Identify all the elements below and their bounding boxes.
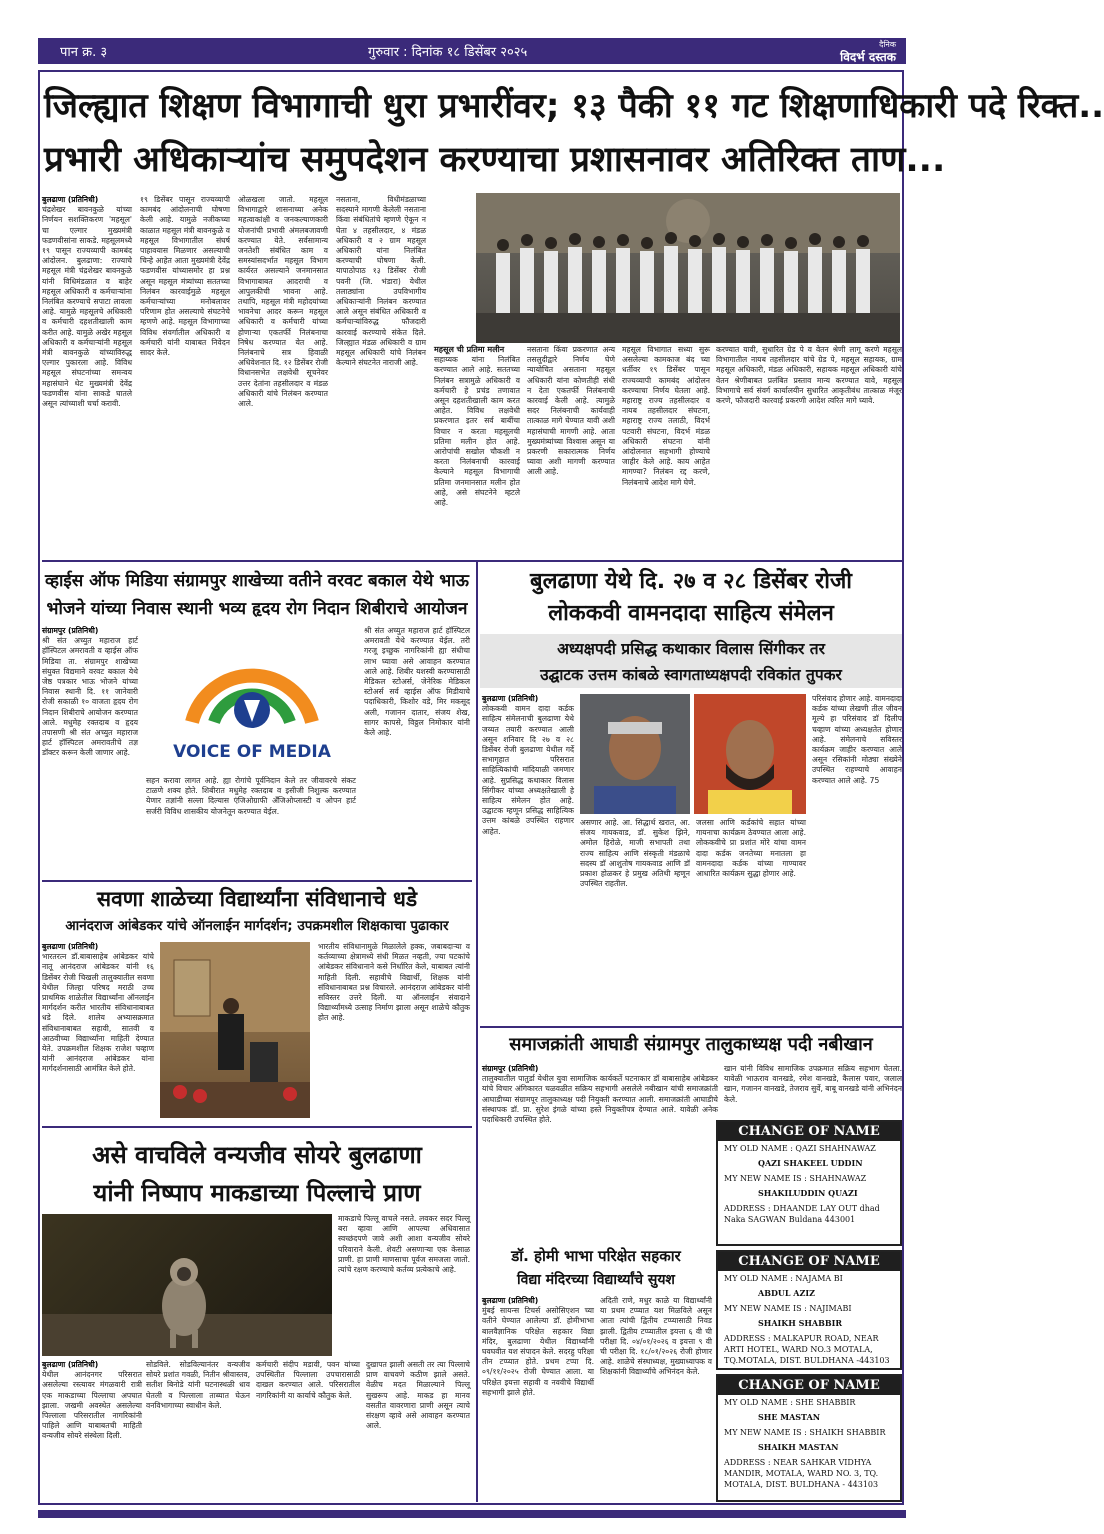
vanyajiv-col-2: सोडविले. सोडविल्यानंतर वन्यजीव सोयरे प्रशांत गवळी, नितीन श्रीवास्तव, सतीश बिनोडे यांनी घटनास्थळी धाव घेतली व पिल्लाला ताब्यात घेऊन वनविभागाच्या स्वाधीन केले. — [146, 1360, 250, 1410]
notice-title: CHANGE OF NAME — [718, 1122, 900, 1141]
lead-headline-1: जिल्ह्यात शिक्षण विभागाची धुरा प्रभारींवर; १३ पैकी ११ गट शिक्षणाधिकारी पदे रिक्त.. — [44, 86, 1104, 126]
sammelan-byline: बुलढाणा (प्रतिनिधी) — [482, 694, 539, 703]
samvidhan-col-1-text: भारतरत्न डॉ.बाबासाहेब आंबेडकर यांचे नातू आनंदराज आंबेडकर यांनी १६ डिसेंबर रोजी चिखली तालुक्यातील सवणा येथील जिल्हा परिषद मराठी उच्च प्राथमिक शाळेतील विद्यार्थ्यांना ऑनलाईन मार्गदर्शन करीत भारतीय संविधानाबाबत धडे दिले. शालेय अभ्यासक्रमात संविधानाबाबत सहावी, सातवी व आठवीच्या विद्यार्थ्यांना माहिती देण्यात येते. उपक्रमशील शिक्षक राजेश चव्हाण यांनी आनंदराज आंबेडकर यांना मार्गदर्शनासाठी आमंत्रित केले होते. — [42, 952, 154, 1074]
lead-col-6: नसताना किंवा प्रकरणात अन्य तसलुदीद्वारे निर्णय घेणे न्यायोचित असताना महसूल अधिकारी यांना कोणतीही संधी न देता एकतर्फी निलंबनाची कारवाई केली आहे. त्यामुळे सदर निलंबनाची कार्यवाही तात्काळ मागे घेण्यात यावी अशी महासंघाची मागणी आहे. आता मुख्यमंत्र्यांच्या विश्वास असून या प्रकरणी सकारात्मक निर्णय घ्यावा अशी मागणी करण्यात आली आहे. — [527, 345, 615, 477]
vom-col-1 — [42, 626, 138, 876]
portrait-ravikant-tupkar — [694, 694, 806, 814]
sammelan-col-2: असणार आहे. आ. सिद्धार्थ खरात, आ. संजय गायकवाड, डॉ. सुकेश झिने, अमोल हिरोळे, माजी सभापती तथा राज्य साहित्य आणि संस्कृती मंडळाचे सदस्य डॉ आशुतोष गायकवाड आणि डॉ प्रकाश होळकर हे प्रमुख अतिथी म्हणून उपस्थित राहतील. — [580, 818, 690, 889]
aghadi-col-2: खान यांनी विविध सामाजिक उपक्रमात सक्रिय सहभाग घेतला. यावेळी भाऊराव वानखडे, रमेश वानखडे, कैलास पवार, जलाल खान, गजानन वानखडे, तेजराव सुर्वे, बाबू वानखडे यांनी अभिनंदन केले. — [724, 1064, 902, 1104]
samvidhan-byline: बुलढाणा (प्रतिनिधी) — [42, 942, 99, 951]
bhabha-col-1-text: मुंबई सायन्स टिचर्स असोसिएशन च्या वतीने घेण्यात आलेल्या डॉ. होमीभाभा बालवैज्ञानिक परिक्षेत सहकार विद्या मंदिर, बुलढाणा येथील विद्यार्थ्यांनी घवघवीत यश संपादन केले. सदरहु परिक्षा तीन टप्प्यात होते. प्रथम टप्पा दि. ०९/११/२०२५ रोजी घेण्यात आला. या परिक्षेत इयत्ता सहावी व नववीचे विद्यार्थी सहभागी झाले होते. — [482, 1306, 594, 1397]
monkey-illustration — [42, 1214, 332, 1356]
bhabha-col-2: अदिती राणे, मधुर काळे या विद्यार्थ्यांनी या प्रथम टप्प्यात यश मिळविले असून आता त्यांची द्वितीय टप्प्यासाठी निवड झाली. द्वितीय टप्प्यातील इयत्ता ६ वी ची परीक्षा दि. ०४/०१/२०२६ व इयत्ता ९ वी ची परीक्षा दि. १८/०१/२०२६ रोजी होणार आहे. शाळेचे संस्थाध्यक्ष, मुख्याध्यापक व शिक्षकांनी विद्यार्थ्यांचे अभिनंदन केले. — [600, 1296, 712, 1377]
lead-col-1 — [42, 195, 132, 555]
notice-address: ADDRESS : NEAR SAHKAR VIDHYA MANDIR, MOTALA, WARD NO. 3, TQ. MOTALA, DIST. BULDHANA - 443103 — [724, 1458, 879, 1489]
masthead-small: दैनिक — [879, 40, 896, 49]
vanyajiv-col-1 — [42, 1360, 142, 1502]
notice-address: ADDRESS : DHAANDE LAY OUT dhad Naka SAGWAN Buldana 443001 — [724, 1204, 880, 1224]
aghadi-col-1 — [482, 1064, 718, 1242]
section-divider — [480, 1026, 902, 1028]
vom-headline-1: व्हाईस ऑफ मिडिया संग्रामपुर शाखेच्या वतीने वरवट बकाल येथे भाऊ — [45, 571, 469, 591]
group-photo — [476, 193, 900, 343]
lead-col-5-text: सहाय्यक यांना निलंबित करण्यात आले आहे. सततच्या निलंबन सत्रामुळे अधिकारी व कर्मचारी हे प्रचंड तणावात असून दहशतीखाली काम करत आहेत. विविध लक्षवेधी प्रकरणात इतर सर्व बाबींचा विचार न करता महसूलची प्रतिमा मलीन होत आहे. आरोपांची सखोल चौकशी न करता निलंबनाची कारवाई केल्याने महसूल विभागाची प्रतिमा जनमानसात मलीन होत आहे, असे संघटनेने म्हटले आहे. — [434, 355, 520, 508]
vanyajiv-byline: बुलढाणा (प्रतिनिधी) — [42, 1360, 99, 1369]
sammelan-col-4 — [812, 694, 902, 1024]
sammelan-subhead-2: उद्घाटक उत्तम कांबळे स्वागताध्यक्षपदी रविकांत तुपकर — [540, 666, 842, 684]
section-divider — [42, 880, 472, 882]
sammelan-col-4-text: परिसंवाद होणार आहे. वामनदादा कर्डक यांच्या लेखणी तील जीवन मूल्ये हा परिसंवाद डॉ दिलीप चव्हाण यांच्या अध्यक्षतेत होणार आहे. संमेलनाचे सविस्तर कार्यक्रम जाहीर करण्यात आले असून रसिकांनी मोठ्या संख्येने उपस्थित राहण्याचे आवाहन करण्यात आले आहे. — [812, 694, 902, 785]
sammelan-headline-2: लोककवी वामनदादा साहित्य संमेलन — [548, 601, 834, 626]
section-divider — [42, 560, 902, 562]
notice-address: ADDRESS : MALKAPUR ROAD, NEAR ARTI HOTEL, WARD NO.3 MOTALA, TQ.MOTALA, DIST. BULDHANA -443103 — [724, 1334, 890, 1365]
lead-subheading: महसूल ची प्रतिमा मलीन — [434, 345, 505, 354]
notice-new-name-2: SHAKILUDDIN QUAZI — [758, 1188, 858, 1198]
sammelan-col-1-text: लोककवी वामन दादा कर्डक साहित्य संमेलनाची बुलढाणा येथे जय्यत तयारी करण्यात आली असून शनिवार दि २७ व २८ डिसेंबर रोजी बुलढाणा येथील गर्दे सभागृहात परिसरात साहित्यिकांची मांदियाळी जमणार आहे. सुप्रसिद्ध कथाकार विलास सिंगीकर यांच्या अध्यक्षतेखाली हे साहित्य संमेलन होत आहे. उद्घाटक म्हणून प्रसिद्ध साहित्यिक उत्तम कांबळे उपस्थित राहणार आहेत. — [482, 704, 574, 836]
vom-col-2: सहन करावा लागत आहे. ह्या रोगांचे पूर्वनिदान केले तर जीवावरचे संकट टाळणे शक्य होते. शिबीरात मधुमेह रक्तदाब व इसीजी निशुल्क करण्यात येणार तज्ञांनी सल्ला दिल्यास एंजिओग्राफी अँजिओप्लास्टी व ओपन हार्ट सर्जरी विविध शासकीय योजनेतून करण्यात येईल. — [146, 776, 356, 816]
aghadi-col-1-text: तालुक्यातील पातुर्डा येथील युवा सामाजिक कार्यकर्ते घटनाकार डॉ बाबासाहेब आंबेडकर यांचे विचार अंगिकारत चळवळीत सक्रिय सहभागी असलेले नबीखान यांची समाजक्रांती आघाडीच्या संग्रामपूर तालुकाध्यक्ष पदी नियुक्ती करण्यात आली. समाजक्रांती आघाडीचे संस्थापक डॉ. प्रा. सुरेश इंगळे यांच्या हस्ते नियुक्तीपत्र देण्यात आले. यावेळी अनेक पदाधिकारी उपस्थित होते. — [482, 1074, 718, 1125]
name-change-notice — [716, 1120, 902, 1246]
masthead-logo — [840, 39, 896, 63]
vanyajiv-headline-2: यांनी निष्पाप माकडाच्या पिल्लाचे प्राण — [93, 1179, 421, 1207]
masthead-title: विदर्भ दस्तक — [840, 50, 896, 64]
vanyajiv-col-4: दुखापत झाली असती तर त्या पिल्लाचे प्राण वाचवणे कठीण झाले असते. वेळीच मदत मिळाल्याने पिल्लू सुखरूप आहे. माकड हा मानव वसतीत वावरणारा प्राणी असून त्याचे संरक्षण व्हावे असे आवाहन करण्यात आले. — [366, 1360, 470, 1431]
lead-byline: बुलढाणा (प्रतिनिधी) — [42, 195, 99, 204]
notice-old-name: MY OLD NAME : NAJAMA BI — [724, 1274, 843, 1283]
page-header-bar — [38, 38, 906, 64]
samvidhan-col-1 — [42, 942, 154, 1122]
bhabha-byline: बुलढाणा (प्रतिनिधी) — [482, 1296, 539, 1305]
name-change-notice — [716, 1250, 902, 1370]
aghadi-byline: संग्रामपुर (प्रतिनिधी) — [482, 1064, 539, 1073]
column-divider — [476, 560, 478, 1502]
vom-col-1-text: श्री संत अच्युत महाराज हार्ट हॉस्पिटल अमरावती व व्हाईस ऑफ मिडिया ता. संग्रामपुर शाखेच्या संयुक्त विद्यमाने वरवट बकाल येथे जेष्ठ पत्रकार भाऊ भोजने यांच्या निवास स्थानी दि. ११ जानेवारी रोजी सकाळी १० वाजता हृदय रोग निदान शिबीराचे आयोजन करण्यात आले. मधुमेह रक्तदाब व हृदय तपासणी श्री संत अच्युत महाराज हार्ट हॉस्पिटल अमरावतीचे तज्ञ डॉक्टर करून केली जाणार आहे. — [42, 636, 138, 758]
lead-col-3: ओळखला जातो. महसूल विभागाद्वारे शासनाच्या अनेक महत्वाकांक्षी व जनकल्याणकारी योजनांची प्रभावी अंमलबजावणी करण्यात येते. सर्वसामान्य जनतेशी संबंधित काम व समस्यांसदर्भात महसूल विभाग कार्यरत असल्याने जनमानसात विभागाबाबत आदराची व आपुलकीची भावना आहे. तथापि, महसूल मंत्री महोदयांच्या भावनेचा आदर करून महसूल अधिकारी व कर्मचारी यांच्या होणाऱ्या एकतर्फी निलंबनाचा निषेध करण्यात येत आहे. निलंबनाचे सत्र हिवाळी अधिवेशनात दि. १२ डिसेंबर रोजी विधानसभेत लक्षवेधी सूचनेवर उत्तर देतांना तहसीलदार व मंडळ अधिकारी यांचे निलंबन करण्यात आले. — [238, 195, 328, 409]
notice-old-name: MY OLD NAME : SHE SHABBIR — [724, 1398, 856, 1407]
notice-old-name-2: QAZI SHAKEEL UDDIN — [758, 1158, 863, 1168]
page-footer-bar — [38, 1510, 906, 1518]
lead-col-8: करण्यात यावी, सुधारित ग्रेड पे व वेतन श्रेणी लागू करणे महसूल विभागातील नायब तहसीलदार यांचे ग्रेड पे, महसूल सहायक, ग्राम महसूल अधिकारी, मंडळ अधिकारी, सहायक महसूल अधिकारी यांचे वेतन श्रेणीबाबत प्रलंबित प्रस्ताव मान्य करण्यात यावे, महसूल विभागाचे सर्व संवर्ग कार्यालयीन सुधारित आकृतीबंध तात्काळ मंजूर करणे, फौजदारी कारवाई प्रकरणी आदेश त्वरित मागे घ्यावे. — [716, 345, 902, 406]
sammelan-col-1 — [482, 694, 574, 1024]
lead-col-2: १९ डिसेंबर पासून राज्यव्यापी कामबंद आंदोलनाची घोषणा केली आहे. यामुळे नजीकच्या काळात महसूल मंत्री बावनकुळे व महसूल विभागातील संघर्ष पाहावयास मिळणार असल्याची चिन्हे आहेत आता मुख्यमंत्री देवेंद्र फडणवीस यांच्यासमोर हा प्रश्न असून महसूल मंत्र्यांच्या सततच्या निलंबन कारवाईमुळे महसूल कर्मचाऱ्यांच्या मनोबलावर परिणाम होत असल्याचे संघटनेचे म्हणणे आहे. महसूल विभागाच्या विविध संवर्गातील अधिकारी व कर्मचारी यांनी याबाबत निवेदन सादर केले. — [140, 195, 230, 358]
notice-title: CHANGE OF NAME — [718, 1376, 900, 1395]
sammelan-col-3: जलसा आणि कर्डकांचे सहात यांच्या गायनाचा कार्यक्रम ठेवण्यात आला आहे. लोककवीचे प्रा प्रशांत मोरे यांचा वामन दादा कर्डक जनतेच्या मनातला हा वामनदादा कर्डक यांच्या गाण्यावर आधारित कार्यक्रम सुद्धा होणार आहे. — [696, 818, 806, 879]
vanyajiv-col-1-text: येथील आनंदनगर परिसरात असलेल्या रस्त्यावर मंगळवारी रात्री एक माकडाच्या पिल्लाचा अपघात झाला. जखमी अवस्थेत असलेल्या पिल्लाला परिसरातील नागरिकांनी पाहिले आणि याबाबतची माहिती वन्यजीव सोयरे संस्थेला दिली. — [42, 1370, 142, 1441]
notice-new-name: MY NEW NAME IS : SHAHNAWAZ — [724, 1174, 867, 1183]
vom-col-3: श्री संत अच्युत महाराज हार्ट हॉस्पिटल अमरावती येथे करण्यात येईल. तरी गरजू इच्छुक नागरिकांनी ह्या संधीचा लाभ घ्यावा असे आवाहन करण्यात आले आहे. शिबीर यशस्वी करण्यासाठी मेडिकल स्टोअर्स, जेनेरिक मेडिकल स्टोअर्स सर्व व्हाईस ऑफ मिडीयाचे पदाधिकारी, किशोर वडे, मिर मकसूद अली, गजानन दातार, संजय शेख, सागर कापसे, विठ्ठल निमोकार यांनी केले आहे. — [364, 626, 470, 738]
lead-col-5 — [434, 345, 520, 555]
classroom-photo — [160, 942, 310, 1118]
notice-new-name-2: SHAIKH MASTAN — [758, 1442, 839, 1452]
vanyajiv-headline-1: असे वाचविले वन्यजीव सोयरे बुलढाणा — [92, 1141, 422, 1169]
vom-byline: संग्रामपुर (प्रतिनिधी) — [42, 626, 99, 635]
sammelan-headline-1: बुलढाणा येथे दि. २७ व २८ डिसेंबर रोजी — [530, 569, 852, 594]
lead-col-7: महसूल विभागात सध्या सुरू असलेल्या कामकाज बंद च्या धर्तीवर १९ डिसेंबर पासून राज्यव्यापी कामबंद आंदोलन करण्याचा निर्णय घेतला आहे. महाराष्ट्र राज्य तहसीलदार व नायब तहसीलदार संघटना, महाराष्ट्र राज्य तलाठी, विदर्भ पटवारी संघटना, विदर्भ मंडळ अधिकारी संघटना यांनी आंदोलनात सहभागी होण्याचे जाहीर केले आहे. काय आहेत मागण्या? निलंबन रद्द करणे, निलंबनाचे आदेश मागे घेणे. — [622, 345, 710, 487]
bhabha-headline-2: विद्या मंदिरच्या विद्यार्थ्यांचे सुयश — [517, 1272, 675, 1288]
notice-old-name-2: SHE MASTAN — [758, 1412, 821, 1422]
notice-old-name-2: ABDUL AZIZ — [758, 1288, 815, 1298]
bhabha-headline-1: डॉ. होमी भाभा परिक्षेत सहकार — [511, 1247, 681, 1265]
issue-date: गुरुवार : दिनांक १८ डिसेंबर २०२५ — [368, 45, 528, 60]
notice-title: CHANGE OF NAME — [718, 1252, 900, 1271]
sammelan-age-figure: 75 — [869, 775, 880, 785]
voice-of-media-logo — [148, 626, 356, 772]
portrait-1-illustration — [580, 694, 690, 814]
monkey-photo — [42, 1214, 332, 1356]
notice-new-name: MY NEW NAME IS : NAJIMABI — [724, 1304, 852, 1313]
samvidhan-col-2: भारतीय संविधानामुळे मिळालेले हक्क, जबाबदाऱ्या व कर्तव्याच्या क्षेत्रामध्ये संधी मिळत नव्हती, ज्या घटकांचे आंबेडकर संविधानाने कसे निर्धारित केले, याबाबत त्यांनी माहिती दिली. सहावीचे विद्यार्थी, शिक्षक यांनी संविधानाबाबत प्रश्न विचारले. आनंदराज आंबेडकर यांनी सविस्तर उत्तरे दिली. या ऑनलाईन संवादाने विद्यार्थ्यांमध्ये उत्साह निर्माण झाला असून शाळेचे कौतुक होत आहे. — [318, 942, 470, 1023]
lead-col-4: नसताना, विधीमंडळाच्या सदस्याने मागणी केलेली नसताना किंवा संबंधितांचे म्हणणे ऐकून न घेता ४ तहसीलदार, ४ मंडळ अधिकारी व २ ग्राम महसूल अधिकारी यांना निलंबित करण्याची घोषणा केली. यापाठोपाठ १३ डिसेंबर रोजी पवनी (जि. भंडारा) येथील तलाठ्यांना उपविभागीय अधिकाऱ्यांनी निलंबन करण्यात आले असून संबंधित अधिकारी व कर्मचाऱ्यांविरुद्ध फौजदारी कारवाई करण्याचे संकेत दिले. जिल्ह्यात मंडळ अधिकारी व ग्राम महसूल अधिकारी यांचे निलंबन केल्याने संघटनेत नाराजी आहे. — [336, 195, 426, 368]
vanyajiv-col-right: माकडाचे पिल्लू वाचले नसते. लवकर सदर पिल्लू बरा व्हावा आणि आपल्या अधिवासात स्वच्छंदपणे जावे अशी आशा वन्यजीव सोयरे परिवाराने केली. शेवटी असणाऱ्या एक केसाळ प्राणी. हा प्राणी माणसाचा पूर्वज समजला जातो. त्यांचे रक्षण करण्याचे कर्तव्य प्रत्येकाचे आहे. — [338, 1214, 470, 1275]
group-photo-illustration — [476, 193, 900, 343]
lead-headline-2: प्रभारी अधिकाऱ्यांच समुपदेशन करण्याचा प्रशासनावर अतिरिक्त ताण... — [44, 140, 946, 180]
notice-new-name-2: SHAIKH SHABBIR — [758, 1318, 843, 1328]
sammelan-subhead-1: अध्यक्षपदी प्रसिद्ध कथाकार विलास सिंगीकर तर — [557, 640, 825, 658]
portrait-vilas-singikar — [580, 694, 690, 814]
lead-col-1-text: चंद्रशेखर बावनकुळे यांच्या निर्णयन सशक्तिकरण 'महसूल' चा एल्गार मुख्यमंत्री फडणवीसांना साकडे. महसूलमध्ये १९ पासून राज्यव्यापी कामबंद आंदोलन. बुलढाणा: राज्याचे महसूल मंत्री चंद्रशेखर बावनकुळे यांनी विधिमंडळात व बाहेर महसूल अधिकारी व कर्मचाऱ्यांना निलंबित करण्याचे सपाटा लावला आहे. यामुळे महसूलचे अधिकारी व कर्मचारी दहशतीखाली काम करीत आहे. यामुळे अखेर महसूल अधिकारी व कर्मचाऱ्यांनी महसूल मंत्री बावनकुळे यांच्याविरुद्ध एल्गार पुकारला आहे. विविध महसूल संघटनांच्या समन्वय महासंघाने थेट मुख्यमंत्री देवेंद्र फडणवीस यांना साकडे घातले असून त्यांच्याशी चर्चा करावी. — [42, 205, 132, 409]
samvidhan-headline-2: आनंदराज आंबेडकर यांचे ऑनलाईन मार्गदर्शन; उपक्रमशील शिक्षकाचा पुढाकार — [65, 918, 449, 934]
page-number: पान क्र. ३ — [60, 45, 108, 60]
portrait-2-illustration — [694, 694, 806, 814]
name-change-notice — [716, 1374, 902, 1502]
notice-old-name: MY OLD NAME : QAZI SHAHNAWAZ — [724, 1144, 876, 1153]
vom-headline-2: भोजने यांच्या निवास स्थानी भव्य हृदय रोग निदान शिबीराचे आयोजन — [46, 599, 468, 619]
classroom-illustration — [160, 942, 310, 1118]
samvidhan-headline-1: सवणा शाळेच्या विद्यार्थ्यांना संविधानाचे धडे — [96, 887, 418, 911]
vom-logo-text: VOICE OF MEDIA — [173, 742, 331, 762]
bhabha-col-1 — [482, 1296, 594, 1502]
section-divider — [42, 1126, 472, 1128]
notice-new-name: MY NEW NAME IS : SHAIKH SHABBIR — [724, 1428, 886, 1437]
aghadi-headline: समाजक्रांती आघाडी संग्रामपुर तालुकाध्यक्ष पदी नबीखान — [509, 1034, 873, 1055]
vanyajiv-col-3: कर्मचारी संदीप मडावी, पवन यांच्या उपस्थितीत पिल्लाला उपचारासाठी दाखल करण्यात आले. परिसरातील नागरिकांनी या कार्याचे कौतुक केले. — [256, 1360, 360, 1400]
